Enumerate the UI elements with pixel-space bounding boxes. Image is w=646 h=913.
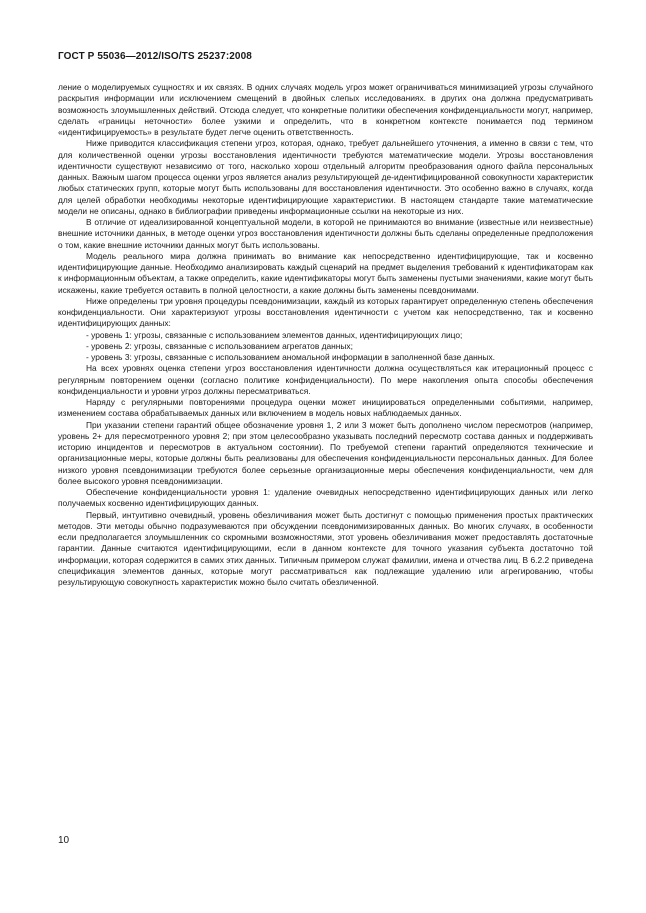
- paragraph: При указании степени гарантий общее обозначение уровня 1, 2 или 3 может быть дополнено числом пересмотров (например, уровень 2+ для пересмотренного уровня 2; при этом целесообразно указывать последний пересмотр состава данных и поддерживать историю инцидентов и пересмотров в актуальном состоянии). По требуемой степени гарантий определяются технические и организационные меры, которые должны быть реализованы для обеспечения конфиденциальности персональных данных. Для более низкого уровня псевдонимизации требуются более серьезные организационные меры обеспечения конфиденциальности, чем для более высокого уровня псевдонимизации.: [58, 419, 593, 486]
- paragraph: Ниже приводится классификация степени угроз, которая, однако, требует дальнейшего уточнения, а именно в связи с тем, что для количественной оценки угрозы восстановления идентичности требуются математические модели. Угрозы восстановления идентичности существуют независимо от того, насколько хорош отдельный алгоритм преобразования одного файла персональных данных. Важным шагом процесса оценки угроз является анализ результирующей де-идентифицированной совокупности характеристик любых статических групп, которые могут быть использованы для восстановления идентичности. Это особенно важно в случаях, когда для целей обработки необходимы некоторые идентифицирующие характеристики. В настоящем стандарте такие математические модели не описаны, однако в библиографии приведены информационные ссылки на некоторые из них.: [58, 138, 593, 216]
- paragraph: ление о моделируемых сущностях и их связях. В одних случаях модель угроз может ограничиваться минимизацией угрозы случайного раскрытия информации или исключением смещений в двойных слепых исследованиях. в других она должна предусматривать возможность злоумышленных действий. Отсюда следует, что конкретные политики обеспечения конфиденциальности могут, например, сделать «границы неточности» более узкими и определить, что в конкретном контексте понимается под термином «идентифицируемость» в результате будет легче оценить ответственность.: [58, 82, 593, 137]
- list-item: - уровень 1: угрозы, связанные с использованием элементов данных, идентифицирующих лицо;: [86, 329, 463, 340]
- list-item: - уровень 3: угрозы, связанные с использованием аномальной информации в заполненной базе данных.: [86, 352, 495, 362]
- document-body: [58, 82, 593, 588]
- standard-header: ГОСТ Р 55036—2012/ISO/TS 25237:2008: [58, 51, 252, 62]
- paragraph: На всех уровнях оценка степени угроз восстановления идентичности должна осуществляться как итерационный процесс с регулярным повторением оценки (согласно политике конфиденциальности). По мере накопления опыта способы обеспечения конфиденциальности и уровни угроз должны пересматриваться.: [58, 363, 593, 396]
- paragraph: Наряду с регулярными повторениями процедура оценки может инициироваться определенными событиями, например, изменением состава обрабатываемых данных или включением в модель новых наблюдаемых данных.: [58, 397, 593, 419]
- paragraph: Обеспечение конфиденциальности уровня 1: удаление очевидных непосредственно идентифицирующих данных или легко получаемых косвенно идентифицирующих данных.: [58, 487, 593, 509]
- page-number: 10: [58, 835, 70, 846]
- paragraph: В отличие от идеализированной концептуальной модели, в которой не принимаются во внимание (известные или неизвестные) внешние источники данных, в методе оценки угроз восстановления идентичности должны быть сделаны определенные предположения о том, какие внешние источники данных могут быть использованы.: [58, 217, 593, 250]
- paragraph: Модель реального мира должна принимать во внимание как непосредственно идентифицирующие, так и косвенно идентифицирующие данные. Необходимо анализировать каждый сценарий на предмет выделения требований к идентификаторам как к информационным объектам, а также определить, какие идентификаторы могут быть заменены пустыми значениями, какие могут быть искажены, какие требуется оставить в полной целостности, а какие должны быть заменены псевдонимами.: [58, 250, 593, 295]
- list-item: - уровень 2: угрозы, связанные с использованием агрегатов данных;: [86, 340, 353, 351]
- paragraph: Ниже определены три уровня процедуры псевдонимизации, каждый из которых гарантирует определенную степень обеспечения конфиденциальности. Они характеризуют угрозы восстановления идентичности с учетом как непосредственно, так и косвенно идентифицирующих данных:: [58, 295, 593, 329]
- paragraph: Первый, интуитивно очевидный, уровень обезличивания может быть достигнут с помощью применения простых практических методов. Эти методы обычно подразумеваются при обсуждении псевдонимизированных данных. Во многих случаях, в особенности если предполагается злоумышленник со скромными возможностями, этот уровень обезличивания может предоставлять достаточные гарантии. Данные считаются идентифицирующими, если в данном контексте для точного указания субъекта достаточно той информации, которая содержится в самих этих данных. Типичным примером служат фамилии, имена и отчества лиц. В 6.2.2 приведена спецификация элементов данных, которые могут рассматриваться как подлежащие удалению или агрегированию, чтобы результирующую совокупность характеристик можно было считать обезличенной.: [58, 509, 593, 587]
